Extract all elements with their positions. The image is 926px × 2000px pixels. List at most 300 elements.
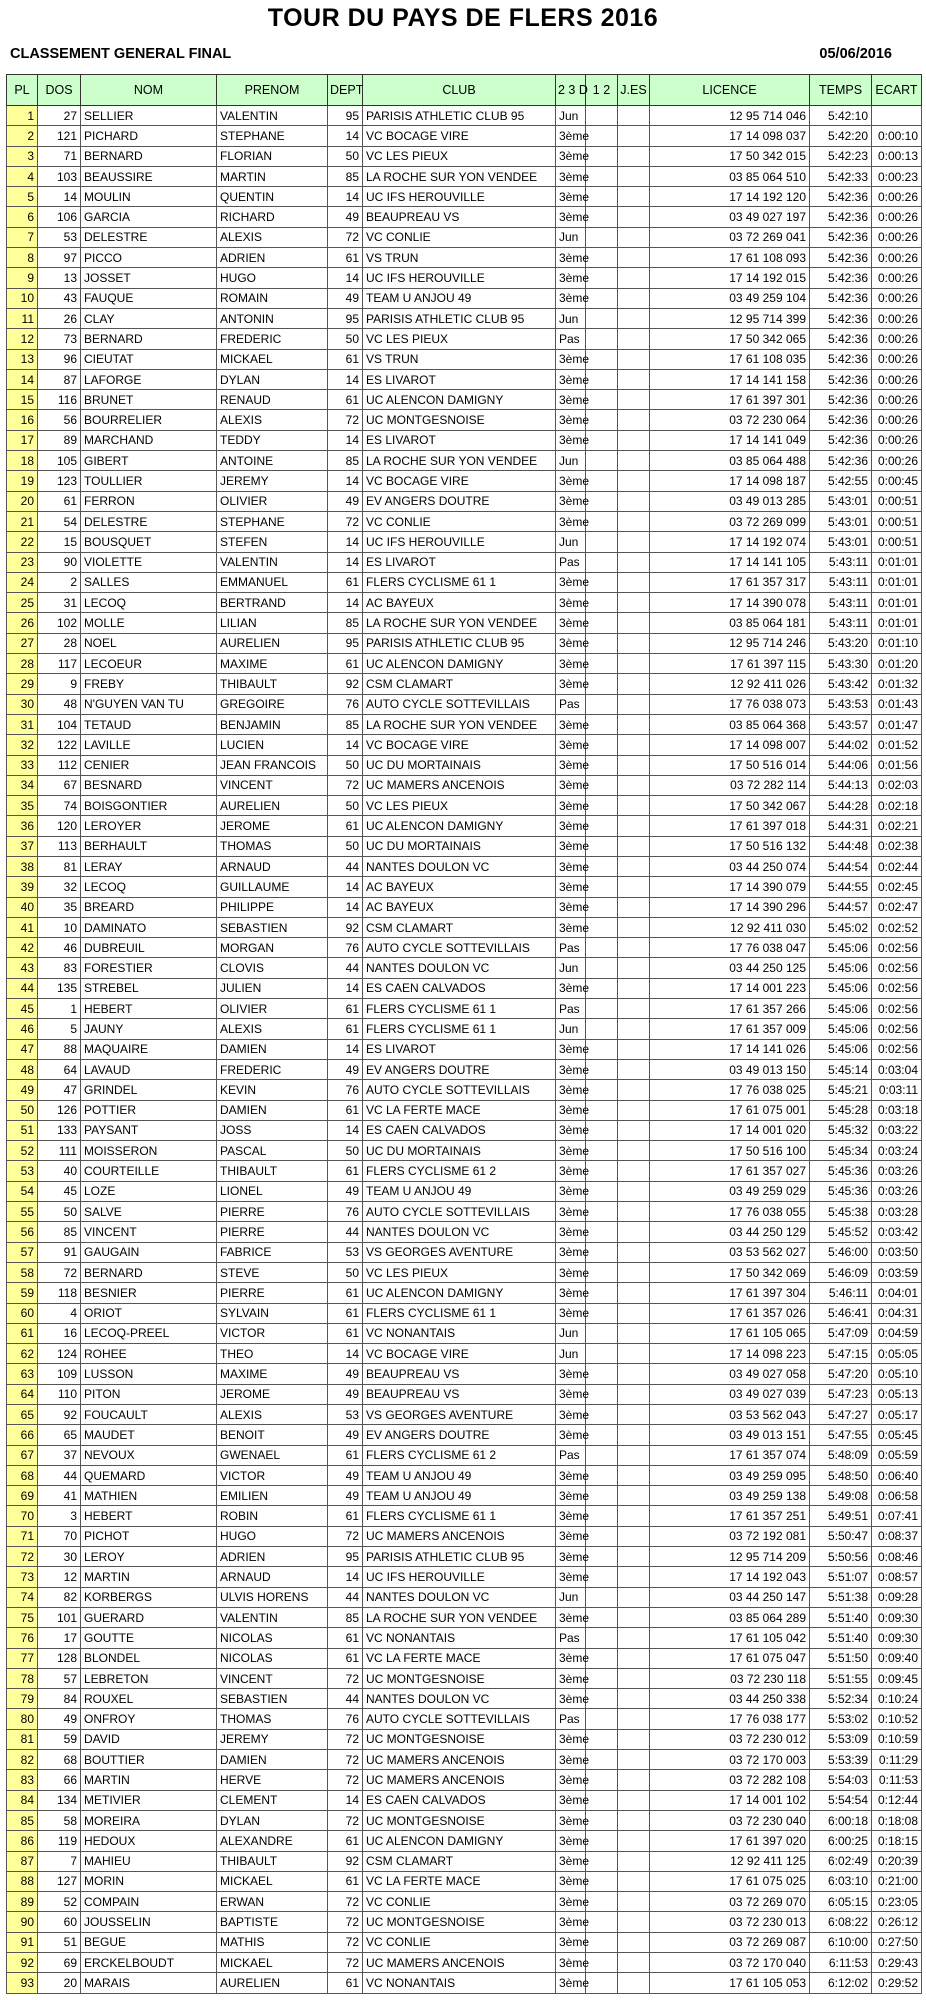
prenom-cell: ALEXIS [217, 1019, 328, 1039]
table-row [7, 1120, 922, 1140]
pl-cell: 44 [7, 978, 38, 998]
dos-cell: 123 [38, 471, 81, 491]
licence-cell: 17 76 038 073 [650, 694, 810, 714]
empty-cell [586, 1405, 618, 1425]
document-title: TOUR DU PAYS DE FLERS 2016 [267, 4, 659, 32]
temps-cell: 5:53:02 [810, 1709, 872, 1729]
empty-cell [586, 1344, 618, 1364]
prenom-cell: SEBASTIEN [217, 1689, 328, 1709]
empty-cell [618, 1912, 650, 1932]
empty-cell [586, 1181, 618, 1201]
prenom-cell: NICOLAS [217, 1648, 328, 1668]
empty-cell [618, 1973, 650, 1993]
empty-cell [618, 552, 650, 572]
dept-cell: 76 [328, 938, 363, 958]
dept-cell: 14 [328, 552, 363, 572]
prenom-cell: JOSS [217, 1120, 328, 1140]
prenom-cell: ROBIN [217, 1506, 328, 1526]
prenom-cell: DYLAN [217, 369, 328, 389]
ecart-cell: 0:11:29 [872, 1750, 922, 1770]
nom-cell: PITON [81, 1384, 217, 1404]
ecart-cell: 0:00:26 [872, 349, 922, 369]
temps-cell: 5:47:15 [810, 1344, 872, 1364]
dos-cell: 70 [38, 1526, 81, 1546]
licence-cell: 17 14 141 105 [650, 552, 810, 572]
empty-cell [618, 268, 650, 288]
cat-cell: 3ème [556, 1526, 586, 1546]
dos-cell: 97 [38, 248, 81, 268]
nom-cell: MARTIN [81, 1770, 217, 1790]
dept-cell: 61 [328, 572, 363, 592]
temps-cell: 5:42:36 [810, 430, 872, 450]
nom-cell: PICHARD [81, 126, 217, 146]
empty-cell [586, 1628, 618, 1648]
ecart-cell: 0:00:13 [872, 146, 922, 166]
ecart-cell: 0:00:26 [872, 288, 922, 308]
table-row [7, 1465, 922, 1485]
temps-cell: 5:43:01 [810, 532, 872, 552]
cat-cell: 3ème [556, 1932, 586, 1952]
ecart-cell: 0:02:21 [872, 816, 922, 836]
cat-cell: 3ème [556, 593, 586, 613]
ecart-cell: 0:23:05 [872, 1892, 922, 1912]
dos-cell: 124 [38, 1344, 81, 1364]
ecart-cell: 0:00:26 [872, 227, 922, 247]
empty-cell [586, 1648, 618, 1668]
club-cell: ES CAEN CALVADOS [363, 1120, 556, 1140]
licence-cell: 17 50 516 014 [650, 755, 810, 775]
empty-cell [586, 268, 618, 288]
cat-cell: 3ème [556, 1810, 586, 1830]
empty-cell [586, 532, 618, 552]
dos-cell: 66 [38, 1770, 81, 1790]
cat-cell: Jun [556, 451, 586, 471]
column-header: NOM [81, 75, 217, 106]
dept-cell: 14 [328, 187, 363, 207]
temps-cell: 5:42:20 [810, 126, 872, 146]
licence-cell: 17 61 105 042 [650, 1628, 810, 1648]
pl-cell: 19 [7, 471, 38, 491]
ecart-cell: 0:04:31 [872, 1303, 922, 1323]
club-cell: FLERS CYCLISME 61 2 [363, 1445, 556, 1465]
pl-cell: 43 [7, 958, 38, 978]
licence-cell: 17 61 105 053 [650, 1973, 810, 1993]
empty-cell [618, 1303, 650, 1323]
licence-cell: 17 14 141 026 [650, 1039, 810, 1059]
dos-cell: 96 [38, 349, 81, 369]
dos-cell: 53 [38, 227, 81, 247]
empty-cell [586, 836, 618, 856]
nom-cell: MAQUAIRE [81, 1039, 217, 1059]
nom-cell: SALLES [81, 572, 217, 592]
table-row [7, 268, 922, 288]
prenom-cell: RENAUD [217, 390, 328, 410]
club-cell: BEAUPREAU VS [363, 1384, 556, 1404]
empty-cell [586, 1202, 618, 1222]
table-row [7, 593, 922, 613]
empty-cell [618, 451, 650, 471]
prenom-cell: THOMAS [217, 1709, 328, 1729]
licence-cell: 17 14 390 079 [650, 877, 810, 897]
licence-cell: 03 85 064 488 [650, 451, 810, 471]
licence-cell: 17 14 192 015 [650, 268, 810, 288]
empty-cell [586, 735, 618, 755]
temps-cell: 5:42:36 [810, 369, 872, 389]
temps-cell: 5:42:55 [810, 471, 872, 491]
cat-cell: 3ème [556, 390, 586, 410]
dept-cell: 76 [328, 1709, 363, 1729]
column-header: 1 2 [586, 75, 618, 106]
temps-cell: 5:50:47 [810, 1526, 872, 1546]
table-row [7, 106, 922, 126]
pl-cell: 1 [7, 106, 38, 126]
table-row [7, 1932, 922, 1952]
nom-cell: FOUCAULT [81, 1405, 217, 1425]
ecart-cell: 0:01:01 [872, 552, 922, 572]
licence-cell: 03 72 170 040 [650, 1953, 810, 1973]
table-row [7, 613, 922, 633]
temps-cell: 5:45:34 [810, 1141, 872, 1161]
empty-cell [586, 146, 618, 166]
nom-cell: SALVE [81, 1202, 217, 1222]
pl-cell: 8 [7, 248, 38, 268]
empty-cell [586, 1384, 618, 1404]
dos-cell: 74 [38, 796, 81, 816]
ecart-cell: 0:18:15 [872, 1831, 922, 1851]
pl-cell: 23 [7, 552, 38, 572]
dos-cell: 67 [38, 775, 81, 795]
dos-cell: 109 [38, 1364, 81, 1384]
nom-cell: MORIN [81, 1871, 217, 1891]
nom-cell: STREBEL [81, 978, 217, 998]
empty-cell [618, 836, 650, 856]
pl-cell: 10 [7, 288, 38, 308]
dos-cell: 134 [38, 1790, 81, 1810]
prenom-cell: PIERRE [217, 1222, 328, 1242]
prenom-cell: ANTONIN [217, 308, 328, 328]
column-header: CLUB [363, 75, 556, 106]
ecart-cell: 0:02:56 [872, 1019, 922, 1039]
table-row [7, 796, 922, 816]
empty-cell [586, 1607, 618, 1627]
temps-cell: 5:53:39 [810, 1750, 872, 1770]
empty-cell [586, 1141, 618, 1161]
temps-cell: 5:45:36 [810, 1161, 872, 1181]
club-cell: FLERS CYCLISME 61 1 [363, 999, 556, 1019]
ecart-cell: 0:21:00 [872, 1871, 922, 1891]
nom-cell: BOUSQUET [81, 532, 217, 552]
table-row [7, 1607, 922, 1627]
empty-cell [618, 1465, 650, 1485]
prenom-cell: DAMIEN [217, 1100, 328, 1120]
empty-cell [586, 877, 618, 897]
pl-cell: 38 [7, 856, 38, 876]
table-row [7, 491, 922, 511]
prenom-cell: ARNAUD [217, 856, 328, 876]
temps-cell: 5:44:57 [810, 897, 872, 917]
table-row [7, 978, 922, 998]
dept-cell: 50 [328, 836, 363, 856]
empty-cell [618, 1628, 650, 1648]
dept-cell: 14 [328, 430, 363, 450]
empty-cell [618, 1729, 650, 1749]
dept-cell: 50 [328, 1141, 363, 1161]
cat-cell: 3ème [556, 1973, 586, 1993]
dept-cell: 49 [328, 1465, 363, 1485]
pl-cell: 52 [7, 1141, 38, 1161]
nom-cell: JOSSET [81, 268, 217, 288]
club-cell: VS TRUN [363, 349, 556, 369]
table-row [7, 1405, 922, 1425]
licence-cell: 03 72 230 012 [650, 1729, 810, 1749]
prenom-cell: FLORIAN [217, 146, 328, 166]
prenom-cell: EMMANUEL [217, 572, 328, 592]
dos-cell: 31 [38, 593, 81, 613]
cat-cell: 3ème [556, 1831, 586, 1851]
pl-cell: 55 [7, 1202, 38, 1222]
table-row [7, 430, 922, 450]
pl-cell: 35 [7, 796, 38, 816]
prenom-cell: THIBAULT [217, 1851, 328, 1871]
table-row [7, 1344, 922, 1364]
table-row [7, 714, 922, 734]
ecart-cell: 0:00:51 [872, 532, 922, 552]
ecart-cell: 0:08:46 [872, 1547, 922, 1567]
nom-cell: LOZE [81, 1181, 217, 1201]
cat-cell: 3ème [556, 1668, 586, 1688]
cat-cell: 3ème [556, 511, 586, 531]
dos-cell: 73 [38, 329, 81, 349]
empty-cell [618, 1770, 650, 1790]
cat-cell: 3ème [556, 613, 586, 633]
club-cell: UC MAMERS ANCENOIS [363, 1526, 556, 1546]
club-cell: AUTO CYCLE SOTTEVILLAIS [363, 1709, 556, 1729]
club-cell: ES LIVAROT [363, 369, 556, 389]
empty-cell [586, 288, 618, 308]
empty-cell [586, 694, 618, 714]
empty-cell [586, 1973, 618, 1993]
licence-cell: 17 61 397 020 [650, 1831, 810, 1851]
pl-cell: 79 [7, 1689, 38, 1709]
club-cell: VC LA FERTE MACE [363, 1100, 556, 1120]
pl-cell: 4 [7, 166, 38, 186]
ecart-cell: 0:03:28 [872, 1202, 922, 1222]
empty-cell [586, 1526, 618, 1546]
cat-cell: Jun [556, 958, 586, 978]
prenom-cell: ERWAN [217, 1892, 328, 1912]
pl-cell: 89 [7, 1892, 38, 1912]
empty-cell [618, 1323, 650, 1343]
licence-cell: 17 14 192 074 [650, 532, 810, 552]
cat-cell: 3ème [556, 430, 586, 450]
temps-cell: 6:05:15 [810, 1892, 872, 1912]
prenom-cell: VALENTIN [217, 106, 328, 126]
dos-cell: 127 [38, 1871, 81, 1891]
empty-cell [586, 1445, 618, 1465]
nom-cell: COURTEILLE [81, 1161, 217, 1181]
dos-cell: 101 [38, 1607, 81, 1627]
dept-cell: 61 [328, 390, 363, 410]
empty-cell [586, 390, 618, 410]
empty-cell [586, 227, 618, 247]
empty-cell [586, 1932, 618, 1952]
table-row [7, 572, 922, 592]
prenom-cell: MAXIME [217, 1364, 328, 1384]
empty-cell [586, 1080, 618, 1100]
table-row [7, 917, 922, 937]
temps-cell: 5:48:09 [810, 1445, 872, 1465]
club-cell: LA ROCHE SUR YON VENDEE [363, 1607, 556, 1627]
table-row [7, 288, 922, 308]
nom-cell: GARCIA [81, 207, 217, 227]
pl-cell: 51 [7, 1120, 38, 1140]
nom-cell: LERAY [81, 856, 217, 876]
dos-cell: 27 [38, 106, 81, 126]
empty-cell [586, 369, 618, 389]
ecart-cell: 0:00:26 [872, 187, 922, 207]
cat-cell: 3ème [556, 491, 586, 511]
temps-cell: 5:42:36 [810, 390, 872, 410]
dept-cell: 72 [328, 1932, 363, 1952]
dos-cell: 47 [38, 1080, 81, 1100]
dept-cell: 61 [328, 248, 363, 268]
temps-cell: 5:45:06 [810, 958, 872, 978]
pl-cell: 67 [7, 1445, 38, 1465]
pl-cell: 36 [7, 816, 38, 836]
temps-cell: 5:49:08 [810, 1486, 872, 1506]
empty-cell [618, 126, 650, 146]
empty-cell [586, 1242, 618, 1262]
empty-cell [618, 146, 650, 166]
empty-cell [586, 897, 618, 917]
nom-cell: DAVID [81, 1729, 217, 1749]
nom-cell: NOEL [81, 633, 217, 653]
dept-cell: 72 [328, 1750, 363, 1770]
empty-cell [618, 1202, 650, 1222]
dos-cell: 113 [38, 836, 81, 856]
prenom-cell: THEO [217, 1344, 328, 1364]
temps-cell: 5:42:36 [810, 187, 872, 207]
table-row [7, 1547, 922, 1567]
empty-cell [586, 1486, 618, 1506]
ecart-cell: 0:09:30 [872, 1628, 922, 1648]
dos-cell: 30 [38, 1547, 81, 1567]
prenom-cell: JEROME [217, 816, 328, 836]
nom-cell: MARCHAND [81, 430, 217, 450]
nom-cell: BERHAULT [81, 836, 217, 856]
club-cell: UC ALENCON DAMIGNY [363, 816, 556, 836]
dos-cell: 88 [38, 1039, 81, 1059]
pl-cell: 16 [7, 410, 38, 430]
dept-cell: 61 [328, 1445, 363, 1465]
cat-cell: 3ème [556, 1892, 586, 1912]
pl-cell: 47 [7, 1039, 38, 1059]
cat-cell: 3ème [556, 1729, 586, 1749]
empty-cell [618, 1364, 650, 1384]
prenom-cell: DAMIEN [217, 1750, 328, 1770]
table-row [7, 166, 922, 186]
cat-cell: 3ème [556, 207, 586, 227]
pl-cell: 86 [7, 1831, 38, 1851]
cat-cell: 3ème [556, 1222, 586, 1242]
licence-cell: 03 72 230 040 [650, 1810, 810, 1830]
prenom-cell: LUCIEN [217, 735, 328, 755]
temps-cell: 5:45:06 [810, 1019, 872, 1039]
cat-cell: 3ème [556, 775, 586, 795]
club-cell: EV ANGERS DOUTRE [363, 1425, 556, 1445]
nom-cell: FAUQUE [81, 288, 217, 308]
table-row [7, 1445, 922, 1465]
club-cell: UC DU MORTAINAIS [363, 755, 556, 775]
ecart-cell: 0:00:26 [872, 369, 922, 389]
table-row [7, 511, 922, 531]
ecart-cell: 0:00:51 [872, 511, 922, 531]
nom-cell: JAUNY [81, 1019, 217, 1039]
club-cell: NANTES DOULON VC [363, 1689, 556, 1709]
nom-cell: COMPAIN [81, 1892, 217, 1912]
pl-cell: 71 [7, 1526, 38, 1546]
dos-cell: 81 [38, 856, 81, 876]
nom-cell: DAMINATO [81, 917, 217, 937]
pl-cell: 93 [7, 1973, 38, 1993]
empty-cell [618, 1709, 650, 1729]
cat-cell: Pas [556, 329, 586, 349]
nom-cell: LAVAUD [81, 1059, 217, 1079]
pl-cell: 48 [7, 1059, 38, 1079]
table-row [7, 1953, 922, 1973]
table-row [7, 1425, 922, 1445]
ecart-cell: 0:02:38 [872, 836, 922, 856]
dept-cell: 76 [328, 694, 363, 714]
empty-cell [586, 1019, 618, 1039]
prenom-cell: BENJAMIN [217, 714, 328, 734]
cat-cell: Jun [556, 308, 586, 328]
nom-cell: GUERARD [81, 1607, 217, 1627]
club-cell: NANTES DOULON VC [363, 856, 556, 876]
prenom-cell: ALEXIS [217, 227, 328, 247]
licence-cell: 03 72 269 087 [650, 1932, 810, 1952]
empty-cell [618, 978, 650, 998]
table-row [7, 836, 922, 856]
club-cell: UC MAMERS ANCENOIS [363, 1750, 556, 1770]
empty-cell [586, 1750, 618, 1770]
nom-cell: MAHIEU [81, 1851, 217, 1871]
nom-cell: HEDOUX [81, 1831, 217, 1851]
empty-cell [586, 1323, 618, 1343]
cat-cell: 3ème [556, 1750, 586, 1770]
cat-cell: 3ème [556, 1790, 586, 1810]
table-row [7, 1790, 922, 1810]
column-header: PL [7, 75, 38, 106]
nom-cell: ROHEE [81, 1344, 217, 1364]
table-row [7, 633, 922, 653]
nom-cell: KORBERGS [81, 1587, 217, 1607]
temps-cell: 5:54:54 [810, 1790, 872, 1810]
licence-cell: 03 49 027 039 [650, 1384, 810, 1404]
empty-cell [586, 1161, 618, 1181]
nom-cell: BOISGONTIER [81, 796, 217, 816]
empty-cell [618, 1080, 650, 1100]
table-row [7, 1323, 922, 1343]
empty-cell [618, 491, 650, 511]
dept-cell: 14 [328, 1344, 363, 1364]
club-cell: UC IFS HEROUVILLE [363, 532, 556, 552]
cat-cell: Pas [556, 694, 586, 714]
dept-cell: 49 [328, 1486, 363, 1506]
empty-cell [618, 1851, 650, 1871]
pl-cell: 72 [7, 1547, 38, 1567]
dept-cell: 14 [328, 268, 363, 288]
